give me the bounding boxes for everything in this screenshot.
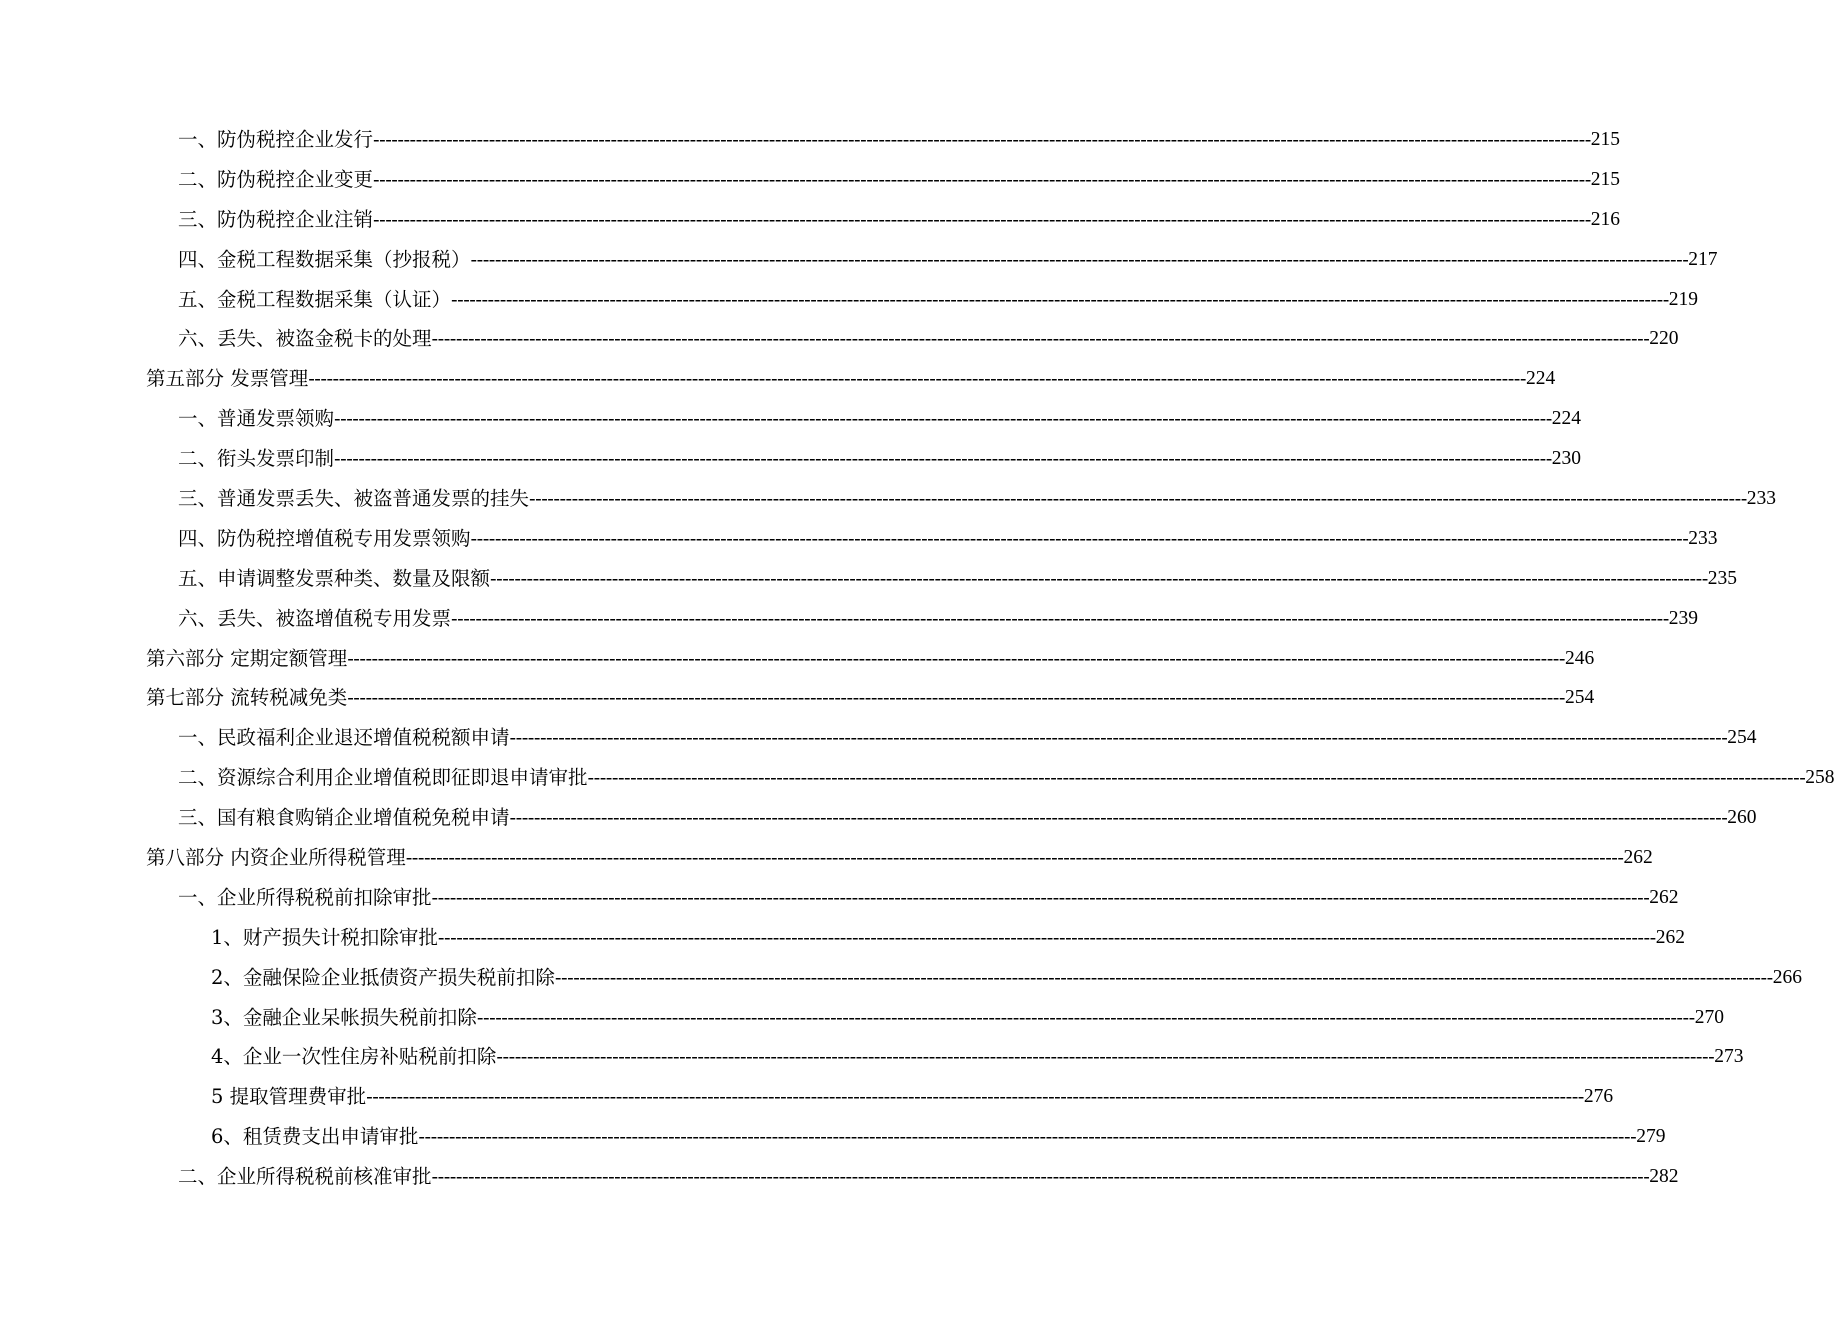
toc-entry[interactable] (0, 998, 1724, 1038)
toc-page-number: 270 (1694, 1006, 1724, 1028)
toc-page-number: 233 (1746, 487, 1777, 509)
toc-entry-title: 四、防伪税控增值税专用发票领购 (178, 526, 471, 550)
toc-page-number: 262 (1623, 846, 1653, 868)
toc-entry-title: 第五部分 发票管理 (146, 367, 309, 391)
toc-entry-line (178, 566, 1738, 591)
toc-page-number: 230 (1551, 448, 1582, 470)
toc-entry[interactable] (0, 678, 1595, 718)
toc-entry-title: 一、防伪税控企业发行 (178, 127, 374, 151)
toc-entry-line (211, 965, 1802, 990)
toc-entry-title: 四、金税工程数据采集（抄报税） (178, 247, 471, 271)
toc-dot-leader: -------------------------------------------------------------------------------------------------------------------------------------------------------------------------------------------------------- (509, 806, 1728, 830)
toc-entry[interactable] (0, 838, 1653, 878)
toc-dot-leader: -------------------------------------------------------------------------------------------------------------------------------------------------------------------------------------------------------- (373, 127, 1591, 151)
toc-entry-line (178, 486, 1777, 511)
toc-dot-leader: -------------------------------------------------------------------------------------------------------------------------------------------------------------------------------------------------------- (451, 606, 1669, 630)
toc-entry-line (211, 925, 1685, 950)
toc-entry-title: 五、金税工程数据采集（认证） (178, 287, 452, 311)
toc-entry-title: 1、财产损失计税扣除审批 (211, 925, 438, 949)
toc-entry-title: 一、企业所得税税前扣除审批 (178, 885, 432, 909)
toc-page-number: 262 (1649, 886, 1679, 908)
toc-entry-title: 五、申请调整发票种类、数量及限额 (178, 566, 491, 590)
toc-entry-line (178, 766, 1835, 790)
toc-page-number: 273 (1714, 1046, 1744, 1068)
toc-dot-leader: -------------------------------------------------------------------------------------------------------------------------------------------------------------------------------------------------------- (366, 1085, 1584, 1109)
toc-entry-title: 三、普通发票丢失、被盗普通发票的挂失 (178, 486, 530, 510)
toc-entry[interactable] (0, 559, 1738, 599)
toc-dot-leader: -------------------------------------------------------------------------------------------------------------------------------------------------------------------------------------------------------- (334, 407, 1552, 431)
toc-entry-title: 一、民政福利企业退还增值税税额申请 (178, 726, 510, 750)
toc-page-number: 239 (1668, 607, 1699, 629)
toc-page-number: 254 (1564, 687, 1595, 709)
toc-entry-line (211, 1045, 1744, 1069)
toc-entry-title: 一、普通发票领购 (178, 407, 335, 431)
toc-page-number: 224 (1551, 408, 1582, 430)
toc-page-number: 224 (1525, 368, 1556, 390)
toc-page-number: 219 (1668, 288, 1699, 310)
toc-entry[interactable] (0, 958, 1802, 998)
toc-dot-leader: -------------------------------------------------------------------------------------------------------------------------------------------------------------------------------------------------------- (496, 1045, 1715, 1069)
toc-entry[interactable] (0, 878, 1679, 918)
toc-dot-leader: -------------------------------------------------------------------------------------------------------------------------------------------------------------------------------------------------------- (334, 447, 1552, 471)
toc-dot-leader: -------------------------------------------------------------------------------------------------------------------------------------------------------------------------------------------------------- (373, 167, 1591, 191)
toc-page-number: 266 (1772, 966, 1802, 988)
toc-entry[interactable] (0, 519, 1718, 559)
toc-dot-leader: -------------------------------------------------------------------------------------------------------------------------------------------------------------------------------------------------------- (347, 686, 1565, 710)
toc-entry-line (178, 287, 1699, 312)
toc-entry-title: 4、企业一次性住房补贴税前扣除 (211, 1045, 497, 1069)
toc-entry-line (178, 127, 1621, 152)
toc-page-number: 260 (1727, 807, 1757, 829)
toc-dot-leader: -------------------------------------------------------------------------------------------------------------------------------------------------------------------------------------------------------- (431, 1165, 1650, 1189)
toc-entry-line (178, 407, 1582, 431)
toc-entry[interactable] (0, 758, 1835, 798)
toc-page-number: 246 (1564, 647, 1595, 669)
toc-entry-line (146, 686, 1595, 710)
toc-page-number: 262 (1655, 926, 1685, 948)
toc-entry[interactable] (0, 599, 1699, 639)
toc-page-number: 220 (1649, 328, 1679, 350)
toc-entry[interactable] (0, 439, 1582, 479)
toc-entry-title: 2、金融保险企业抵债资产损失税前扣除 (211, 965, 555, 989)
toc-dot-leader: -------------------------------------------------------------------------------------------------------------------------------------------------------------------------------------------------------- (418, 1125, 1637, 1149)
toc-entry[interactable] (0, 918, 1685, 958)
toc-dot-leader: -------------------------------------------------------------------------------------------------------------------------------------------------------------------------------------------------------- (451, 287, 1669, 311)
toc-entry-line (178, 806, 1757, 830)
toc-entry-line (211, 1005, 1724, 1030)
toc-entry[interactable] (0, 120, 1621, 160)
toc-page-number: 215 (1590, 168, 1621, 190)
toc-entry[interactable] (0, 359, 1556, 399)
toc-entry[interactable] (0, 319, 1679, 359)
toc-entry[interactable] (0, 1077, 1614, 1117)
toc-entry[interactable] (0, 479, 1777, 519)
toc-entry[interactable] (0, 399, 1582, 439)
toc-entry-title: 二、企业所得税税前核准审批 (178, 1165, 432, 1189)
toc-entry-line (178, 167, 1621, 192)
toc-entry-line (178, 207, 1621, 232)
toc-entry-line (211, 1125, 1666, 1149)
toc-page-number: 279 (1636, 1126, 1666, 1148)
toc-page-number: 235 (1707, 567, 1738, 589)
toc-entry-title: 三、国有粮食购销企业增值税免税申请 (178, 806, 510, 830)
toc-entry[interactable] (0, 639, 1595, 679)
toc-entry-line (178, 447, 1582, 471)
toc-entry[interactable] (0, 718, 1757, 758)
toc-entry-title: 三、防伪税控企业注销 (178, 207, 374, 231)
toc-entry[interactable] (0, 200, 1621, 240)
toc-dot-leader: -------------------------------------------------------------------------------------------------------------------------------------------------------------------------------------------------------- (431, 327, 1650, 351)
toc-entry-line (146, 845, 1653, 870)
toc-dot-leader: -------------------------------------------------------------------------------------------------------------------------------------------------------------------------------------------------------- (405, 845, 1624, 869)
toc-entry-line (178, 327, 1679, 351)
toc-entry[interactable] (0, 1117, 1666, 1157)
toc-dot-leader: -------------------------------------------------------------------------------------------------------------------------------------------------------------------------------------------------------- (554, 965, 1773, 989)
toc-entry-title: 6、租赁费支出申请审批 (211, 1125, 419, 1149)
toc-entry-title: 二、防伪税控企业变更 (178, 167, 374, 191)
toc-entry[interactable] (0, 1037, 1744, 1077)
toc-page-number: 282 (1649, 1166, 1679, 1188)
table-of-contents (0, 120, 1835, 1197)
toc-entry[interactable] (0, 1157, 1679, 1197)
toc-entry-line (146, 367, 1556, 391)
toc-entry-line (178, 726, 1757, 750)
toc-entry-title: 六、丢失、被盗金税卡的处理 (178, 327, 432, 351)
toc-entry-title: 第六部分 定期定额管理 (146, 646, 348, 670)
toc-entry-title: 5 提取管理费审批 (211, 1085, 367, 1109)
toc-dot-leader: -------------------------------------------------------------------------------------------------------------------------------------------------------------------------------------------------------- (431, 885, 1650, 909)
toc-entry-title: 二、资源综合利用企业增值税即征即退申请审批 (178, 766, 588, 790)
toc-dot-leader: -------------------------------------------------------------------------------------------------------------------------------------------------------------------------------------------------------- (476, 1005, 1695, 1029)
toc-entry-line (178, 606, 1699, 631)
toc-entry-line (178, 526, 1718, 551)
toc-page-number: 254 (1727, 727, 1757, 749)
toc-dot-leader: -------------------------------------------------------------------------------------------------------------------------------------------------------------------------------------------------------- (529, 486, 1747, 510)
toc-entry-title: 3、金融企业呆帐损失税前扣除 (211, 1005, 477, 1029)
toc-entry-title: 二、衔头发票印制 (178, 447, 335, 471)
toc-page-number: 215 (1590, 128, 1621, 150)
toc-page-number: 233 (1688, 527, 1718, 549)
toc-dot-leader: -------------------------------------------------------------------------------------------------------------------------------------------------------------------------------------------------------- (347, 646, 1565, 670)
toc-entry-line (178, 1165, 1679, 1189)
toc-dot-leader: -------------------------------------------------------------------------------------------------------------------------------------------------------------------------------------------------------- (308, 367, 1526, 391)
toc-entry-line (178, 247, 1718, 272)
toc-page-number: 258 (1805, 767, 1835, 789)
toc-entry-title: 六、丢失、被盗增值税专用发票 (178, 606, 452, 630)
toc-dot-leader: -------------------------------------------------------------------------------------------------------------------------------------------------------------------------------------------------------- (373, 207, 1591, 231)
toc-dot-leader: -------------------------------------------------------------------------------------------------------------------------------------------------------------------------------------------------------- (509, 726, 1728, 750)
toc-dot-leader: -------------------------------------------------------------------------------------------------------------------------------------------------------------------------------------------------------- (470, 247, 1689, 271)
toc-entry-line (211, 1085, 1614, 1109)
toc-entry[interactable] (0, 798, 1757, 838)
toc-page-number: 216 (1590, 208, 1621, 230)
toc-dot-leader: -------------------------------------------------------------------------------------------------------------------------------------------------------------------------------------------------------- (490, 566, 1708, 590)
toc-entry[interactable] (0, 240, 1718, 280)
toc-entry-title: 第八部分 内资企业所得税管理 (146, 845, 406, 869)
toc-dot-leader: -------------------------------------------------------------------------------------------------------------------------------------------------------------------------------------------------------- (587, 766, 1806, 790)
toc-entry[interactable] (0, 160, 1621, 200)
toc-entry-line (178, 885, 1679, 910)
toc-entry[interactable] (0, 280, 1699, 320)
toc-dot-leader: -------------------------------------------------------------------------------------------------------------------------------------------------------------------------------------------------------- (437, 925, 1656, 949)
toc-page-number: 217 (1688, 248, 1718, 270)
toc-page-number: 276 (1583, 1086, 1614, 1108)
toc-entry-line (146, 646, 1595, 671)
toc-entry-title: 第七部分 流转税减免类 (146, 686, 348, 710)
toc-dot-leader: -------------------------------------------------------------------------------------------------------------------------------------------------------------------------------------------------------- (470, 526, 1689, 550)
